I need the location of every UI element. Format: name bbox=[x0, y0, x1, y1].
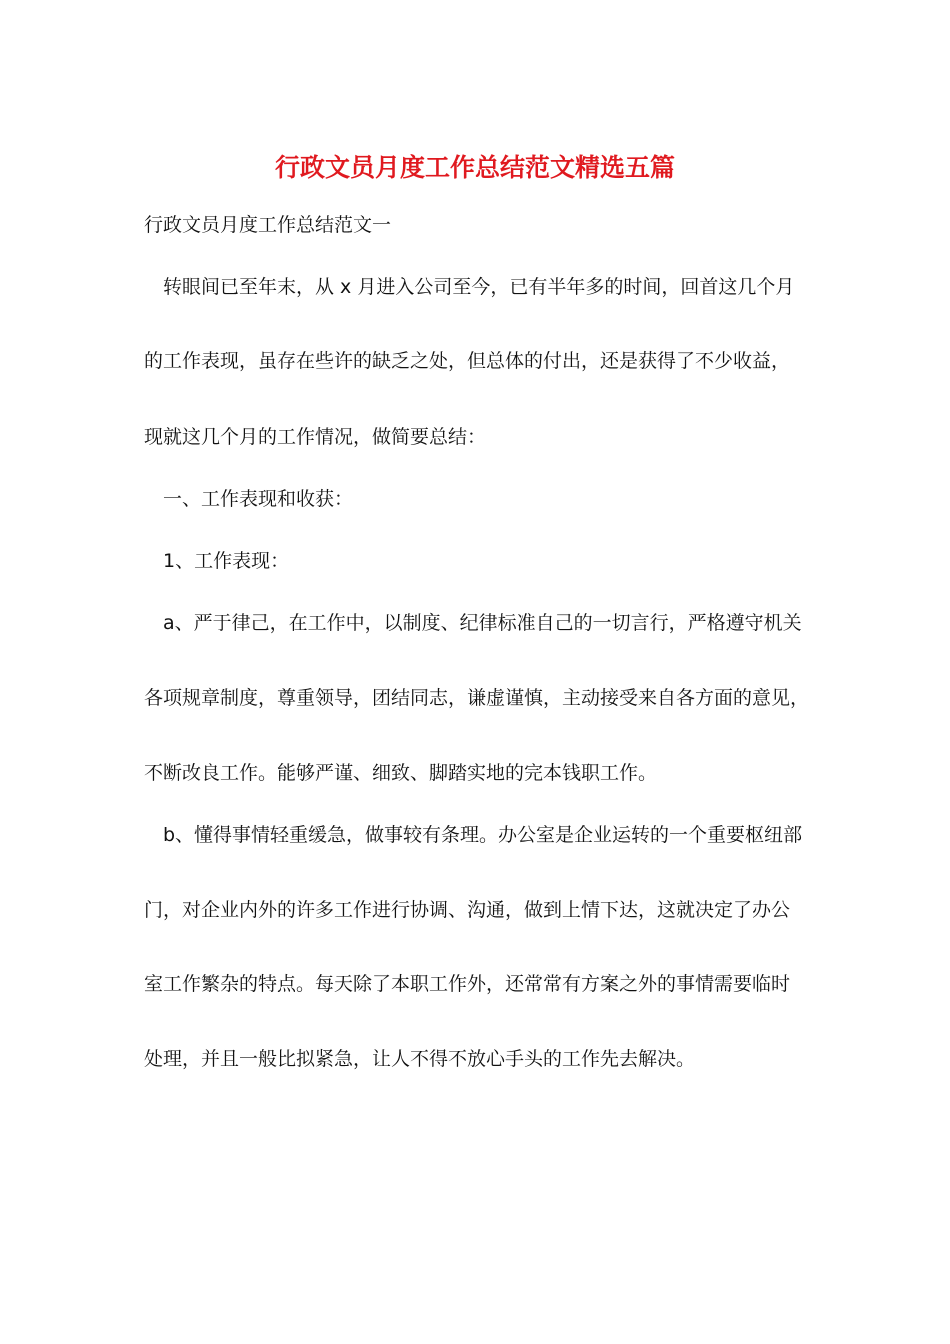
section-heading: 行政文员月度工作总结范文一 bbox=[144, 214, 392, 236]
paragraph-line: 转眼间已至年末，从 x 月进入公司至今，已有半年多的时间，回首这几个月 bbox=[163, 276, 795, 298]
document-title: 行政文员月度工作总结范文精选五篇 bbox=[274, 153, 675, 182]
paragraph-line: b、懂得事情轻重缓急，做事较有条理。办公室是企业运转的一个重要枢纽部 bbox=[163, 824, 803, 846]
list-heading: 1、工作表现： bbox=[163, 550, 290, 572]
paragraph-line: 处理，并且一般比拟紧急，让人不得不放心手头的工作先去解决。 bbox=[144, 1048, 696, 1070]
paragraph-line: 的工作表现，虽存在些许的缺乏之处，但总体的付出，还是获得了不少收益， bbox=[144, 350, 791, 372]
paragraph-line: a、严于律己，在工作中，以制度、纪律标准自己的一切言行，严格遵守机关 bbox=[163, 612, 802, 634]
paragraph-line: 不断改良工作。能够严谨、细致、脚踏实地的完本钱职工作。 bbox=[144, 762, 658, 784]
paragraph-line: 各项规章制度，尊重领导，团结同志，谦虚谨慎，主动接受来自各方面的意见， bbox=[144, 687, 810, 709]
paragraph-line: 室工作繁杂的特点。每天除了本职工作外，还常常有方案之外的事情需要临时 bbox=[144, 973, 791, 995]
subsection-heading: 一、工作表现和收获： bbox=[163, 488, 354, 510]
paragraph-line: 现就这几个月的工作情况，做简要总结： bbox=[144, 426, 487, 448]
paragraph-line: 门，对企业内外的许多工作进行协调、沟通，做到上情下达，这就决定了办公 bbox=[144, 899, 791, 921]
